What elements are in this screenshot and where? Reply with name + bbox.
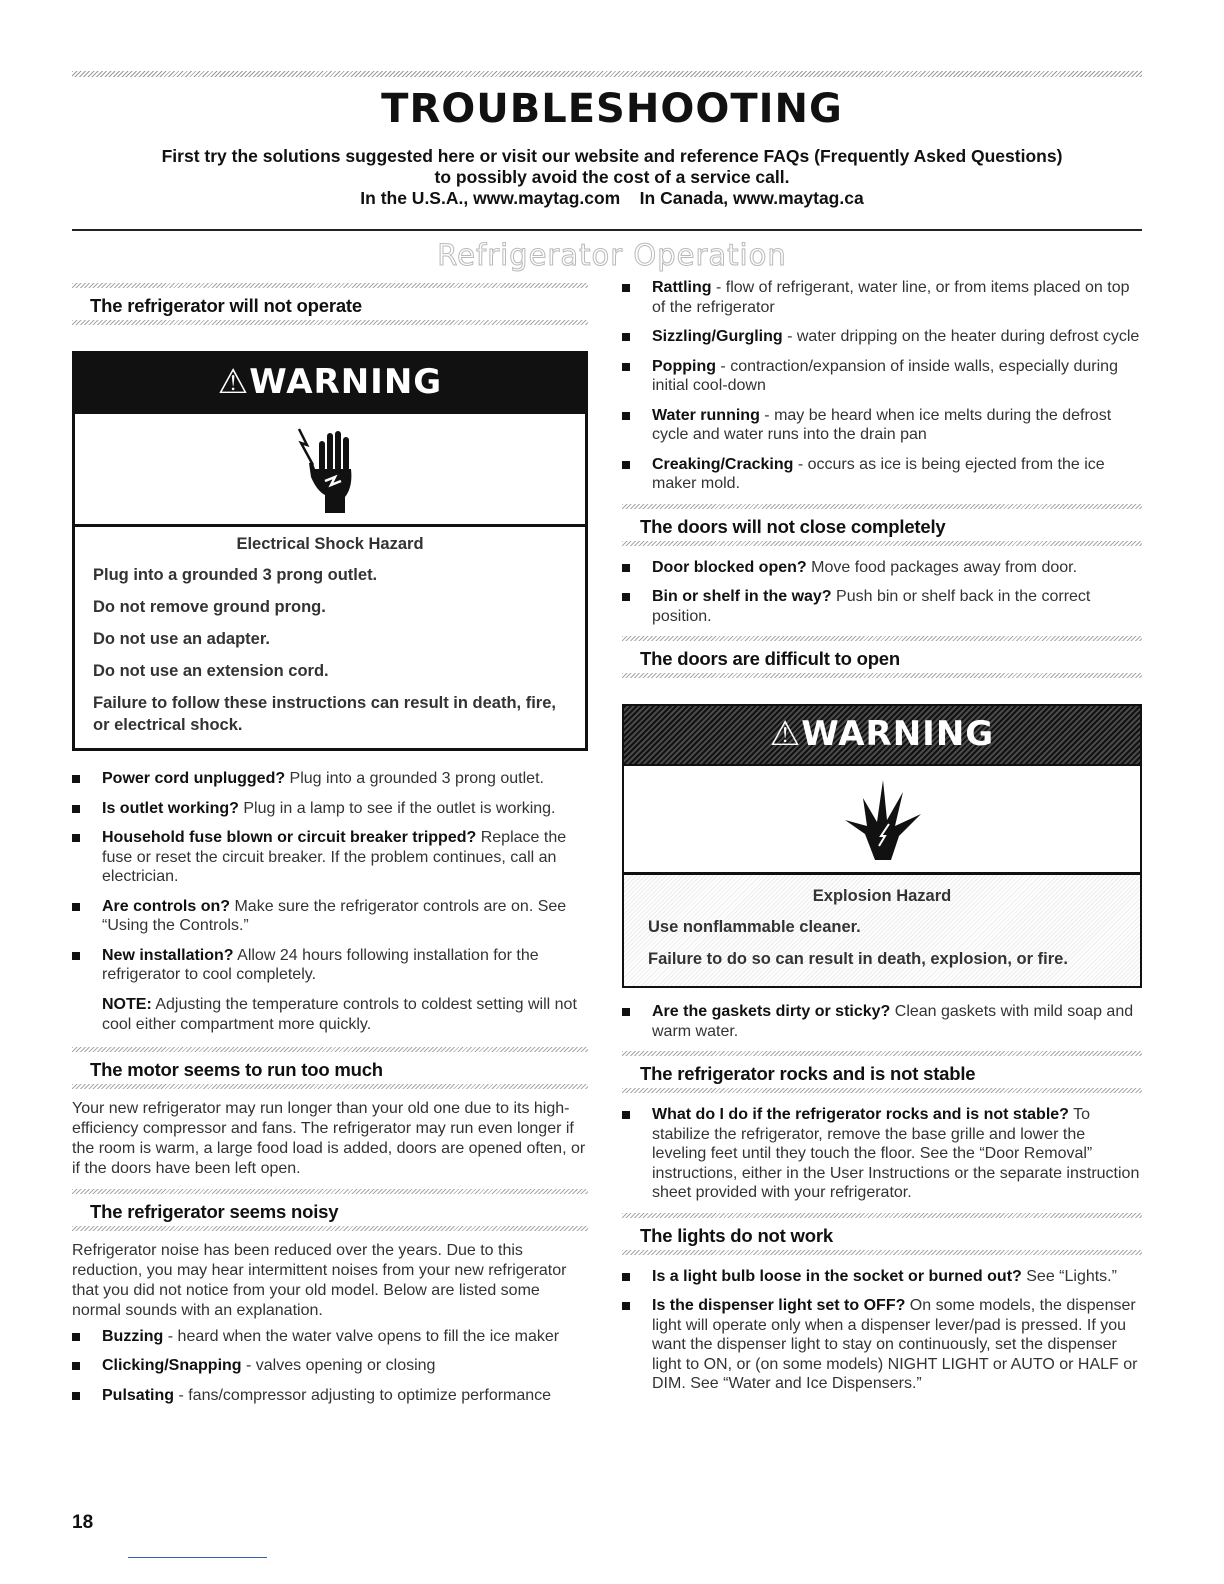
not-operate-list (72, 769, 588, 985)
warning-line: Do not remove ground prong. (93, 598, 326, 616)
section-title: Refrigerator Operation (437, 238, 787, 272)
subhead-not-operate (72, 283, 588, 325)
subhead-title: The refrigerator will not operate (90, 295, 362, 316)
subhead-title: The doors will not close completely (640, 515, 946, 537)
warning-line: Do not use an extension cord. (93, 662, 329, 680)
right-column (622, 276, 1142, 1404)
footer-rule (128, 1557, 267, 1558)
doors-open-list (622, 1002, 1142, 1041)
warning-line: Do not use an adapter. (93, 630, 270, 648)
shock-hazard-icon (75, 412, 585, 527)
list-item: Are the gaskets dirty or sticky? Clean gaskets with mild soap and warm water. (622, 1002, 1142, 1041)
list-item: Is outlet working? Plug in a lamp to see if the outlet is working. (72, 799, 588, 819)
subhead-lights (622, 1213, 1142, 1255)
list-item: Water running - may be heard when ice melts during the defrost cycle and water runs into the drain pan (622, 406, 1142, 445)
intro-line: In the U.S.A., www.maytag.com In Canada, www.maytag.ca (360, 188, 864, 208)
list-item: Rattling - flow of refrigerant, water line, or from items placed on top of the refrigerator (622, 278, 1142, 317)
subhead-doors-close (622, 504, 1142, 546)
warning-content (75, 527, 585, 748)
list-item: Household fuse blown or circuit breaker tripped? Replace the fuse or reset the circuit breaker. If the problem continues, call an electrician. (72, 828, 588, 887)
list-item: What do I do if the refrigerator rocks and is not stable? To stabilize the refrigerator, remove the base grille and lower the leveling feet until they touch the floor. See the “Door Removal” instructions, either in the User Instructions or the separate instruction sheet provided with your refrigerator. (622, 1105, 1142, 1203)
warning-banner: ⚠WARNING (75, 354, 585, 412)
list-item: Are controls on? Make sure the refrigerator controls are on. See “Using the Controls.” (72, 897, 588, 936)
list-item: Is a light bulb loose in the socket or burned out? See “Lights.” (622, 1267, 1142, 1287)
subhead-title: The doors are difficult to open (640, 648, 900, 669)
intro-text (60, 146, 1164, 209)
hazard-title: Electrical Shock Hazard (236, 535, 424, 553)
motor-body: Your new refrigerator may run longer than your old one due to its high-efficiency compressor and fans. The refrigerator may run even longer if the room is warm, a large food load is added, doors are opened often, or if the doors have been left open. (72, 1099, 586, 1177)
subhead-doors-open (622, 636, 1142, 678)
warning-box-electrical (72, 351, 588, 751)
section-divider (72, 229, 1142, 231)
subhead-rocks (622, 1051, 1142, 1093)
list-item: Popping - contraction/expansion of inside walls, especially during initial cool-down (622, 357, 1142, 396)
list-item: Bin or shelf in the way? Push bin or shelf back in the correct position. (622, 587, 1142, 626)
warning-box-explosion (622, 704, 1142, 988)
subhead-title: The motor seems to run too much (90, 1058, 383, 1080)
noisy-list-continued (622, 278, 1142, 494)
intro-line: First try the solutions suggested here or visit our website and reference FAQs (Frequently Asked Questions) (161, 146, 1063, 166)
list-item: Power cord unplugged? Plug into a grounded 3 prong outlet. (72, 769, 588, 789)
left-column (72, 283, 588, 1415)
list-item: Sizzling/Gurgling - water dripping on the heater during defrost cycle (622, 327, 1142, 347)
noisy-body: Refrigerator noise has been reduced over the years. Due to this reduction, you may hear intermittent noises from your new refrigerator that you did not notice from your old model. Below are listed some normal sounds with an explanation. (72, 1241, 567, 1319)
list-item: Buzzing - heard when the water valve opens to fill the ice maker (72, 1327, 588, 1347)
warning-line: Plug into a grounded 3 prong outlet. (93, 566, 378, 584)
list-item: New installation? Allow 24 hours following installation for the refrigerator to cool completely. (72, 946, 588, 985)
lights-list (622, 1267, 1142, 1394)
top-rule (72, 71, 1142, 77)
note: NOTE: Adjusting the temperature controls to coldest setting will not cool either compartment more quickly. (102, 995, 577, 1033)
subhead-title: The lights do not work (640, 1224, 833, 1246)
explosion-icon (837, 776, 927, 862)
warning-content (624, 875, 1140, 986)
intro-line: to possibly avoid the cost of a service call. (434, 167, 790, 187)
page-number: 18 (72, 1512, 94, 1533)
noisy-list (72, 1327, 588, 1406)
hazard-title: Explosion Hazard (812, 887, 952, 905)
list-item: Pulsating - fans/compressor adjusting to optimize performance (72, 1386, 588, 1406)
list-item: Creaking/Cracking - occurs as ice is being ejected from the ice maker mold. (622, 455, 1142, 494)
warning-banner: ⚠WARNING (624, 706, 1140, 764)
subhead-motor (72, 1047, 588, 1089)
list-item: Clicking/Snapping - valves opening or closing (72, 1356, 588, 1376)
rocks-list (622, 1105, 1142, 1203)
subhead-title: The refrigerator seems noisy (90, 1200, 339, 1222)
list-item: Is the dispenser light set to OFF? On some models, the dispenser light will operate only when a dispenser lever/pad is pressed. If you want the dispenser light to stay on continuously, set the dispenser light to ON, or (on some models) NIGHT LIGHT or AUTO or HALF or DIM. See “Water and Ice Dispensers.” (622, 1296, 1142, 1394)
warning-line: Failure to do so can result in death, explosion, or fire. (648, 950, 1068, 968)
warning-line: Use nonflammable cleaner. (648, 918, 861, 936)
list-item: Door blocked open? Move food packages away from door. (622, 558, 1142, 578)
subhead-noisy (72, 1189, 588, 1231)
warning-line: Failure to follow these instructions can result in death, fire, or electrical shock. (93, 694, 556, 734)
doors-close-list (622, 558, 1142, 627)
shock-hand-icon (295, 421, 365, 517)
subhead-title: The refrigerator rocks and is not stable (640, 1063, 976, 1084)
page-title: TROUBLESHOOTING (381, 86, 843, 132)
explosion-hazard-icon (624, 764, 1140, 875)
